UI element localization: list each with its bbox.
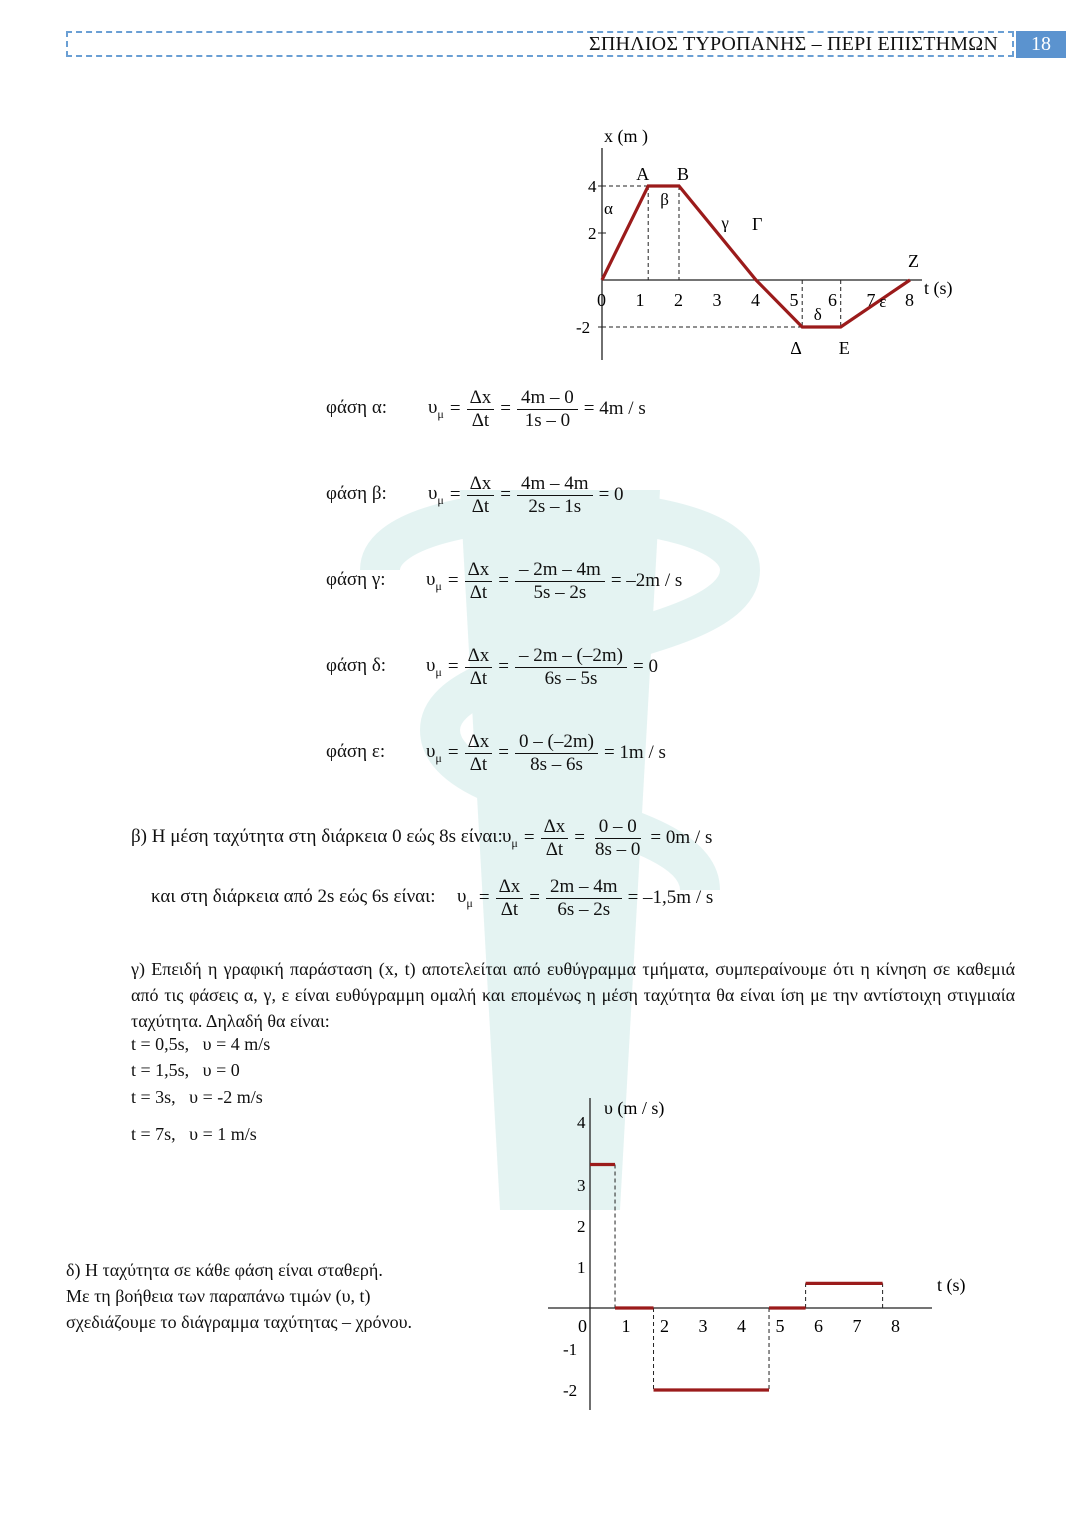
value-line: t = 3s, υ = -2 m/s xyxy=(131,1087,263,1107)
fraction-values xyxy=(515,645,627,690)
fraction-numerator: Δx xyxy=(465,559,493,582)
equals-sign: = xyxy=(478,887,490,908)
y-axis-label: υ (m / s) xyxy=(604,1098,665,1118)
equals-sign: = xyxy=(500,398,512,419)
x-tick-label: 3 xyxy=(712,290,722,310)
y-tick-label: 4 xyxy=(588,177,597,196)
equation-result: = 1m / s xyxy=(603,742,666,763)
fraction-delta xyxy=(465,645,493,690)
paragraph-d-line: Με τη βοήθεια των παραπάνω τιμών (υ, t) xyxy=(66,1286,371,1306)
equals-sign: = xyxy=(574,827,586,848)
velocity-symbol xyxy=(426,741,442,766)
fraction-numerator: Δx xyxy=(467,387,495,410)
fraction-numerator: Δx xyxy=(465,731,493,754)
fraction-denominator: Δt xyxy=(500,898,519,920)
x-tick-label: 8 xyxy=(891,1316,900,1336)
equals-sign: = xyxy=(529,887,541,908)
equals-sign: = xyxy=(498,570,510,591)
velocity-letter: υ xyxy=(428,396,438,418)
x-tick-label: 1 xyxy=(621,1316,631,1336)
equation-label: β) Η μέση ταχύτητα στη διάρκεια 0 εώς 8s είναι: xyxy=(131,826,503,847)
phase-label: α xyxy=(604,199,613,219)
y-tick-label: -2 xyxy=(563,1381,578,1400)
x-tick-label: 7 xyxy=(852,1316,862,1336)
equals-sign: = xyxy=(500,484,512,505)
x-tick-label: 5 xyxy=(789,290,799,310)
fraction-delta xyxy=(496,876,524,921)
fraction-denominator: Δt xyxy=(469,667,488,689)
fraction-delta xyxy=(467,473,495,518)
equals-sign: = xyxy=(447,570,459,591)
y-tick-label: 2 xyxy=(577,1217,586,1236)
x-tick-label: 5 xyxy=(775,1316,785,1336)
phase-label: β xyxy=(660,189,669,209)
x-tick-label: 1 xyxy=(635,290,645,310)
equation-result: = 0 xyxy=(598,484,624,505)
point-label: Γ xyxy=(752,214,763,234)
fraction-delta xyxy=(467,387,495,432)
velocity-symbol xyxy=(457,886,473,911)
equation-result: = –2m / s xyxy=(610,570,683,591)
fraction-denominator: 6s – 5s xyxy=(544,667,598,689)
x-tick-label: 0 xyxy=(597,290,606,310)
velocity-letter: υ xyxy=(428,482,438,504)
fraction-values xyxy=(515,731,598,776)
velocity-symbol xyxy=(428,397,444,422)
y-tick-label: 2 xyxy=(588,224,597,243)
y-tick-label: -2 xyxy=(576,318,591,337)
fraction-delta xyxy=(465,731,493,776)
equation-body xyxy=(426,724,666,782)
paragraph-d xyxy=(66,1257,412,1335)
fraction-denominator: Δt xyxy=(545,838,564,860)
x-tick-label: 8 xyxy=(905,290,914,310)
position-time-chart xyxy=(560,120,980,380)
y-tick-label: 4 xyxy=(577,1113,586,1132)
fraction-denominator: Δt xyxy=(471,495,490,517)
phase-label: ε xyxy=(879,292,887,312)
equation-label: φάση γ: xyxy=(326,569,386,590)
fraction-numerator: 0 – (–2m) xyxy=(515,731,598,754)
equals-sign: = xyxy=(498,656,510,677)
velocity-subscript: μ xyxy=(437,406,444,421)
velocity-letter: υ xyxy=(457,885,467,907)
velocity-subscript: μ xyxy=(511,835,518,850)
velocity-subscript: μ xyxy=(435,750,442,765)
equation-result: = 4m / s xyxy=(583,398,646,419)
point-label: Ζ xyxy=(908,251,919,271)
fraction-numerator: Δx xyxy=(465,645,493,668)
y-tick-label: 1 xyxy=(577,1258,586,1277)
fraction-values xyxy=(517,473,593,518)
value-line: t = 1,5s, υ = 0 xyxy=(131,1060,240,1080)
equation-label: φάση α: xyxy=(326,397,388,418)
paragraph-d-line: δ) Η ταχύτητα σε κάθε φάση είναι σταθερή. xyxy=(66,1260,383,1280)
fraction-numerator: Δx xyxy=(467,473,495,496)
fraction-values xyxy=(517,387,578,432)
x-axis-label: t (s) xyxy=(924,278,953,298)
equation-label: φάση δ: xyxy=(326,655,387,676)
fraction-numerator: Δx xyxy=(541,816,569,839)
velocity-symbol xyxy=(426,655,442,680)
velocity-subscript: μ xyxy=(437,492,444,507)
equation-label: φάση β: xyxy=(326,483,387,504)
x-tick-label: 4 xyxy=(751,290,760,310)
equation-body xyxy=(428,466,624,524)
paragraph-d-line: σχεδιάζουμε το διάγραμμα ταχύτητας – χρόνου. xyxy=(66,1312,413,1332)
y-axis-label: x (m ) xyxy=(604,126,648,146)
fraction-denominator: 8s – 0 xyxy=(595,838,641,860)
velocity-subscript: μ xyxy=(435,664,442,679)
fraction-denominator: 5s – 2s xyxy=(533,581,587,603)
paragraph-c: γ) Επειδή η γραφική παράσταση (x, t) αποτελείται από ευθύγραμμα τμήματα, συμπεραίνουμε ότι η κίνηση σε καθεμιά από τις φάσεις α, γ, ε είναι ευθύγραμμη ομαλή και επομένως η μέση ταχύτητα θα είναι ίση με την αντίστοιχη στιγμιαία ταχύτητα. Δηλαδή θα είναι: xyxy=(131,959,1015,1031)
fraction-delta xyxy=(541,816,569,861)
page-number: 18 xyxy=(1016,31,1066,58)
velocity-letter: υ xyxy=(502,825,512,847)
equals-sign: = xyxy=(523,827,535,848)
velocity-letter: υ xyxy=(426,568,436,590)
velocity-letter: υ xyxy=(426,740,436,762)
velocity-symbol xyxy=(428,483,444,508)
y-tick-label: -1 xyxy=(563,1340,578,1359)
point-label: Δ xyxy=(790,338,802,358)
velocity-time-chart xyxy=(540,1090,980,1420)
equation-result: = 0 xyxy=(632,656,658,677)
equation-result: = –1,5m / s xyxy=(627,887,714,908)
point-label: Β xyxy=(677,164,690,184)
x-tick-label: 3 xyxy=(698,1316,708,1336)
phase-label: δ xyxy=(813,304,822,324)
x-tick-label: 7 xyxy=(866,290,876,310)
fraction-numerator: 4m – 4m xyxy=(517,473,593,496)
point-label: Ε xyxy=(838,338,850,358)
equation-body xyxy=(426,638,658,696)
fraction-denominator: Δt xyxy=(469,753,488,775)
fraction-denominator: 2s – 1s xyxy=(528,495,582,517)
equals-sign: = xyxy=(447,656,459,677)
velocity-subscript: μ xyxy=(435,578,442,593)
velocity-symbol xyxy=(426,569,442,594)
fraction-denominator: 6s – 2s xyxy=(557,898,611,920)
equals-sign: = xyxy=(449,398,461,419)
fraction-values xyxy=(591,816,644,861)
velocity-subscript: μ xyxy=(466,895,473,910)
point-label: Α xyxy=(636,164,650,184)
fraction-denominator: Δt xyxy=(469,581,488,603)
equation-body xyxy=(428,380,646,438)
fraction-numerator: – 2m – 4m xyxy=(515,559,605,582)
x-tick-label: 4 xyxy=(737,1316,746,1336)
fraction-delta xyxy=(465,559,493,604)
equals-sign: = xyxy=(498,742,510,763)
equals-sign: = xyxy=(447,742,459,763)
header-title: ΣΠΗΛΙΟΣ ΤΥΡΟΠΑΝΗΣ – ΠΕΡΙ ΕΠΙΣΤΗΜΩΝ xyxy=(588,33,998,55)
fraction-denominator: 8s – 6s xyxy=(530,753,583,775)
fraction-numerator: 0 – 0 xyxy=(595,816,641,839)
fraction-numerator: 2m – 4m xyxy=(546,876,622,899)
x-tick-label: 0 xyxy=(578,1316,587,1336)
x-tick-label: 6 xyxy=(828,290,837,310)
value-line: t = 0,5s, υ = 4 m/s xyxy=(131,1034,271,1054)
x-tick-label: 2 xyxy=(660,1316,669,1336)
fraction-numerator: Δx xyxy=(496,876,524,899)
x-tick-label: 6 xyxy=(814,1316,823,1336)
equation-body xyxy=(502,809,712,867)
value-line: t = 7s, υ = 1 m/s xyxy=(131,1124,257,1144)
fraction-denominator: 1s – 0 xyxy=(524,409,571,431)
equation-body xyxy=(426,552,682,610)
fraction-numerator: 4m – 0 xyxy=(517,387,578,410)
fraction-values xyxy=(546,876,622,921)
equation-label: και στη διάρκεια από 2s εώς 6s είναι: xyxy=(151,886,436,907)
equation-result: = 0m / s xyxy=(650,827,713,848)
fraction-numerator: – 2m – (–2m) xyxy=(515,645,627,668)
equation-body xyxy=(457,869,713,927)
equation-label: φάση ε: xyxy=(326,741,386,762)
velocity-letter: υ xyxy=(426,654,436,676)
fraction-values xyxy=(515,559,605,604)
y-tick-label: 3 xyxy=(577,1176,586,1195)
equals-sign: = xyxy=(449,484,461,505)
x-tick-label: 2 xyxy=(674,290,683,310)
velocity-symbol xyxy=(502,826,518,851)
x-axis-label: t (s) xyxy=(937,1275,966,1295)
phase-label: γ xyxy=(721,213,729,233)
fraction-denominator: Δt xyxy=(471,409,490,431)
